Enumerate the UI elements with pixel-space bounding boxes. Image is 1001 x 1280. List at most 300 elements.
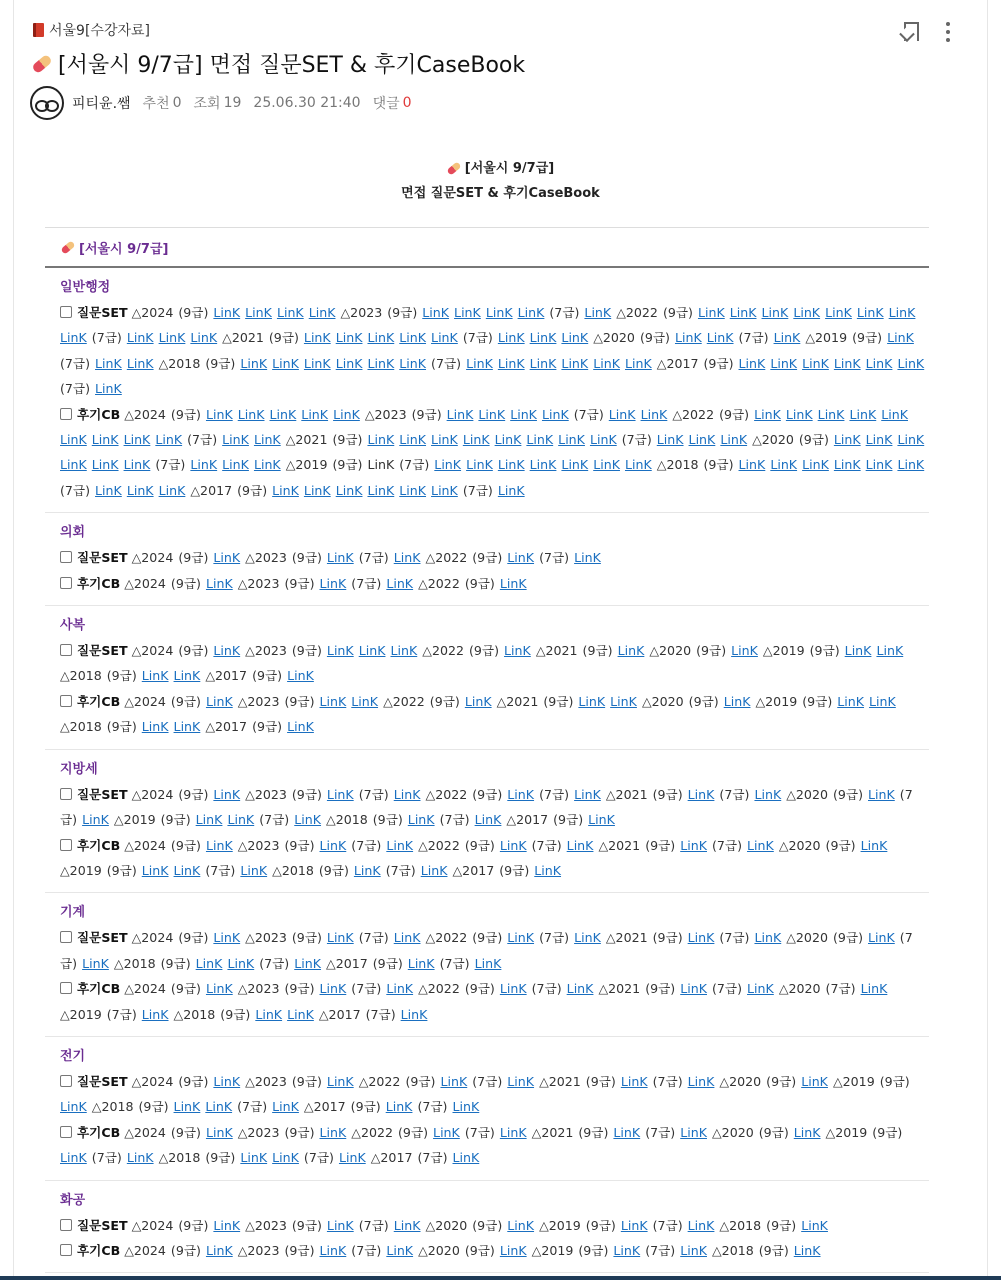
resource-link[interactable]: LinK (517, 305, 545, 320)
resource-link[interactable]: LinK (319, 693, 347, 709)
resource-link[interactable]: LinK (620, 1217, 648, 1233)
year-grade-text: (7급) (303, 1150, 334, 1166)
resource-link[interactable]: LinK (747, 981, 774, 997)
resource-link[interactable]: LinK (123, 457, 151, 473)
resource-link[interactable]: LinK (213, 1073, 241, 1089)
resource-link[interactable]: LinK (386, 575, 414, 591)
resource-link[interactable]: LinK (613, 1242, 641, 1258)
resource-link[interactable]: LinK (499, 981, 527, 997)
checkbox[interactable] (60, 695, 72, 707)
resource-link[interactable]: LinK (367, 330, 395, 346)
resource-link[interactable]: LinK (213, 1217, 241, 1233)
resource-link[interactable]: LinK (497, 457, 525, 473)
resource-link[interactable]: LinK (319, 1124, 347, 1140)
resource-link[interactable]: LinK (353, 862, 381, 878)
resource-link[interactable]: LinK (393, 550, 421, 566)
resource-link[interactable]: LinK (385, 1099, 413, 1115)
book-icon (33, 23, 44, 37)
resource-link[interactable]: LinK (656, 432, 684, 448)
resource-link[interactable]: LinK (60, 457, 87, 473)
resource-link[interactable]: LinK (497, 482, 525, 498)
resource-row (60, 1120, 929, 1171)
resource-link[interactable]: LinK (578, 693, 606, 709)
resource-link[interactable]: LinK (240, 1150, 268, 1166)
resource-link[interactable]: LinK (272, 1099, 299, 1115)
year-grade-text: (7급) (399, 457, 430, 473)
resource-link[interactable]: LinK (507, 930, 535, 946)
year-grade-text: (7급) (719, 786, 750, 802)
avatar[interactable] (30, 86, 64, 120)
year-grade-text: △2021 (9급) (605, 930, 683, 946)
resource-link[interactable]: LinK (91, 432, 119, 448)
resource-link[interactable]: LinK (434, 457, 462, 473)
checkbox[interactable] (60, 577, 72, 589)
resource-link[interactable]: LinK (688, 432, 716, 448)
resource-link[interactable]: LinK (888, 305, 916, 320)
resource-link[interactable]: LinK (190, 457, 218, 473)
resource-link[interactable]: LinK (173, 668, 201, 684)
resource-link[interactable]: LinK (308, 305, 336, 320)
resource-link[interactable]: LinK (440, 1073, 468, 1089)
resource-link[interactable]: LinK (865, 355, 893, 371)
resource-link[interactable]: LinK (876, 643, 904, 659)
resource-link[interactable]: LinK (534, 862, 562, 878)
resource-link[interactable]: LinK (608, 406, 636, 422)
category-name: 일반행정 (60, 280, 111, 295)
resource-link[interactable]: LinK (60, 432, 87, 448)
resource-link[interactable]: LinK (541, 406, 569, 422)
year-grade-text: △2021 (9급) (539, 1073, 616, 1089)
resource-link[interactable]: LinK (205, 575, 233, 591)
year-grade-text: △2017 (7급) (370, 1150, 448, 1166)
resource-link[interactable]: LinK (126, 482, 154, 498)
resource-link[interactable]: LinK (158, 482, 186, 498)
resource-link[interactable]: LinK (407, 955, 435, 971)
bookmark-icon[interactable] (904, 22, 919, 41)
resource-link[interactable]: LinK (785, 406, 813, 422)
checkbox[interactable] (60, 408, 72, 420)
resource-link[interactable]: LinK (205, 406, 233, 422)
resource-link[interactable]: LinK (504, 643, 531, 659)
resource-link[interactable]: LinK (195, 812, 223, 828)
year-grade-text: LinK (367, 457, 395, 473)
checkbox[interactable] (60, 839, 72, 851)
resource-link[interactable]: LinK (390, 643, 418, 659)
resource-link[interactable]: LinK (754, 786, 782, 802)
resource-link[interactable]: LinK (272, 1150, 299, 1166)
checkbox[interactable] (60, 306, 72, 318)
resource-link[interactable]: LinK (205, 693, 233, 709)
resource-link[interactable]: LinK (319, 981, 347, 997)
resource-link[interactable]: LinK (400, 1006, 428, 1022)
resource-link[interactable]: LinK (431, 432, 458, 448)
resource-link[interactable]: LinK (213, 930, 241, 946)
resource-link[interactable]: LinK (294, 812, 322, 828)
resource-link[interactable]: LinK (754, 930, 782, 946)
resource-link[interactable]: LinK (399, 482, 427, 498)
resource-link[interactable]: LinK (754, 406, 781, 422)
resource-link[interactable]: LinK (494, 432, 522, 448)
resource-link[interactable]: LinK (237, 406, 265, 422)
resource-link[interactable]: LinK (897, 457, 925, 473)
resource-link[interactable]: LinK (574, 930, 601, 946)
resource-link[interactable]: LinK (420, 862, 448, 878)
resource-link[interactable]: LinK (326, 550, 354, 566)
resource-link[interactable]: LinK (326, 786, 354, 802)
resource-link[interactable]: LinK (837, 693, 865, 709)
resource-link[interactable]: LinK (574, 786, 601, 802)
resource-link[interactable]: LinK (687, 930, 715, 946)
year-grade-text: △2023 (9급) (245, 1217, 322, 1233)
resource-link[interactable]: LinK (844, 643, 872, 659)
year-grade-text: △2023 (9급) (237, 981, 315, 997)
resource-link[interactable]: LinK (801, 1217, 828, 1233)
resource-link[interactable]: LinK (222, 457, 249, 473)
board-breadcrumb[interactable] (33, 20, 150, 40)
resource-link[interactable]: LinK (624, 355, 652, 371)
resource-link[interactable]: LinK (687, 1073, 715, 1089)
board-name[interactable]: 서울9[수강자료] (49, 23, 150, 39)
row-label: 후기CB (77, 575, 121, 591)
resource-link[interactable]: LinK (431, 482, 458, 498)
resource-link[interactable]: LinK (793, 1242, 821, 1258)
resource-link[interactable]: LinK (526, 432, 554, 448)
resource-link[interactable]: LinK (860, 837, 888, 853)
resource-link[interactable]: LinK (617, 643, 645, 659)
resource-link[interactable]: LinK (738, 457, 766, 473)
resource-link[interactable]: LinK (95, 482, 122, 498)
resource-link[interactable]: LinK (566, 837, 594, 853)
resource-link[interactable]: LinK (386, 1242, 414, 1258)
resource-link[interactable]: LinK (833, 457, 861, 473)
resource-link[interactable]: LinK (141, 668, 169, 684)
year-grade-text: △2023 (9급) (364, 406, 442, 422)
resource-link[interactable]: LinK (82, 812, 109, 828)
resource-link[interactable]: LinK (793, 1124, 821, 1140)
resource-link[interactable]: LinK (868, 930, 895, 946)
resource-link[interactable]: LinK (731, 643, 758, 659)
resource-link[interactable]: LinK (253, 457, 281, 473)
resource-link[interactable]: LinK (687, 1217, 715, 1233)
resource-link[interactable]: LinK (60, 1099, 87, 1115)
checkbox[interactable] (60, 1126, 72, 1138)
resource-link[interactable]: LinK (431, 330, 458, 346)
resource-link[interactable]: LinK (466, 457, 493, 473)
resource-link[interactable]: LinK (474, 955, 502, 971)
resource-link[interactable]: LinK (205, 981, 233, 997)
resource-link[interactable]: LinK (833, 355, 861, 371)
year-grade-text: △2020 (9급) (778, 837, 856, 853)
comments-label[interactable]: 댓글 (372, 96, 400, 112)
resource-link[interactable]: LinK (240, 355, 268, 371)
resource-link[interactable]: LinK (399, 355, 427, 371)
resource-link[interactable]: LinK (561, 457, 589, 473)
resource-link[interactable]: LinK (213, 305, 241, 320)
resource-link[interactable]: LinK (422, 305, 450, 320)
resource-link[interactable]: LinK (91, 457, 119, 473)
resource-link[interactable]: LinK (301, 406, 329, 422)
resource-link[interactable]: LinK (446, 406, 474, 422)
resource-link[interactable]: LinK (407, 812, 435, 828)
year-grade-text: (7급) (738, 330, 769, 346)
year-grade-text: △2022 (9급) (425, 786, 503, 802)
resource-link[interactable]: LinK (817, 406, 845, 422)
resource-link[interactable]: LinK (529, 330, 557, 346)
resource-link[interactable]: LinK (205, 1242, 233, 1258)
resource-link[interactable]: LinK (319, 1242, 347, 1258)
resource-link[interactable]: LinK (529, 457, 557, 473)
resource-link[interactable]: LinK (367, 432, 395, 448)
resource-link[interactable]: LinK (499, 575, 527, 591)
checkbox[interactable] (60, 1244, 72, 1256)
resource-link[interactable]: LinK (213, 550, 241, 566)
resource-link[interactable]: LinK (729, 305, 757, 320)
resource-link[interactable]: LinK (499, 1124, 527, 1140)
year-grade-text: (7급) (462, 482, 493, 498)
year-grade-text: (7급) (60, 381, 91, 397)
resource-link[interactable]: LinK (865, 432, 893, 448)
resource-link[interactable]: LinK (227, 812, 255, 828)
resource-link[interactable]: LinK (393, 930, 421, 946)
resource-link[interactable]: LinK (213, 786, 241, 802)
resource-link[interactable]: LinK (126, 1150, 154, 1166)
resource-link[interactable]: LinK (60, 330, 87, 346)
checkbox[interactable] (60, 1219, 72, 1231)
resource-link[interactable]: LinK (687, 786, 715, 802)
resource-link[interactable]: LinK (205, 1099, 233, 1115)
resource-link[interactable]: LinK (123, 432, 151, 448)
row-label: 후기CB (77, 406, 121, 422)
resource-link[interactable]: LinK (269, 406, 297, 422)
resource-link[interactable]: LinK (773, 330, 801, 346)
resource-link[interactable]: LinK (474, 812, 502, 828)
resource-link[interactable]: LinK (680, 837, 707, 853)
resource-link[interactable]: LinK (454, 305, 481, 320)
resource-link[interactable]: LinK (141, 719, 169, 735)
resource-link[interactable]: LinK (393, 786, 421, 802)
resource-link[interactable]: LinK (82, 955, 109, 971)
resource-row (60, 571, 929, 596)
resource-link[interactable]: LinK (335, 330, 363, 346)
resource-link[interactable]: LinK (561, 330, 589, 346)
resource-link[interactable]: LinK (802, 355, 829, 371)
year-grade-text: △2023 (9급) (237, 575, 315, 591)
resource-link[interactable]: LinK (287, 1006, 314, 1022)
resource-link[interactable]: LinK (173, 719, 201, 735)
resource-link[interactable]: LinK (303, 482, 331, 498)
resource-link[interactable]: LinK (227, 955, 255, 971)
resource-link[interactable]: LinK (195, 955, 223, 971)
year-grade-text: △2023 (9급) (340, 305, 418, 320)
resource-row (60, 402, 929, 504)
resource-link[interactable]: LinK (155, 432, 183, 448)
resource-link[interactable]: LinK (680, 981, 707, 997)
comments-count[interactable]: 0 (402, 95, 412, 111)
resource-link[interactable]: LinK (240, 862, 268, 878)
resource-link[interactable]: LinK (335, 355, 363, 371)
resource-link[interactable]: LinK (319, 837, 347, 853)
resource-link[interactable]: LinK (887, 330, 914, 346)
resource-link[interactable]: LinK (613, 1124, 641, 1140)
resource-link[interactable]: LinK (674, 330, 702, 346)
resource-link[interactable]: LinK (255, 1006, 283, 1022)
resource-link[interactable]: LinK (566, 981, 594, 997)
resource-link[interactable]: LinK (801, 1073, 828, 1089)
resource-link[interactable]: LinK (213, 643, 241, 659)
resource-link[interactable]: LinK (558, 432, 585, 448)
resource-link[interactable]: LinK (141, 862, 169, 878)
resource-link[interactable]: LinK (126, 330, 154, 346)
resource-link[interactable]: LinK (190, 330, 218, 346)
resource-link[interactable]: LinK (173, 862, 201, 878)
year-grade-text: (7급) (431, 355, 462, 371)
resource-link[interactable]: LinK (869, 693, 896, 709)
resource-link[interactable]: LinK (747, 837, 774, 853)
resource-link[interactable]: LinK (584, 305, 612, 320)
resource-link[interactable]: LinK (833, 432, 861, 448)
resource-link[interactable]: LinK (770, 355, 798, 371)
resource-link[interactable]: LinK (393, 1217, 421, 1233)
resource-link[interactable]: LinK (738, 355, 766, 371)
resource-link[interactable]: LinK (793, 305, 821, 320)
resource-link[interactable]: LinK (272, 355, 299, 371)
resource-link[interactable]: LinK (499, 837, 527, 853)
resource-link[interactable]: LinK (452, 1150, 480, 1166)
resource-link[interactable]: LinK (860, 981, 888, 997)
resource-link[interactable]: LinK (399, 330, 427, 346)
resource-link[interactable]: LinK (358, 643, 386, 659)
resource-link[interactable]: LinK (303, 355, 331, 371)
resource-link[interactable]: LinK (452, 1099, 480, 1115)
resource-link[interactable]: LinK (507, 1217, 535, 1233)
resource-link[interactable]: LinK (574, 550, 601, 566)
resource-link[interactable]: LinK (335, 482, 363, 498)
resource-link[interactable]: LinK (253, 432, 281, 448)
resource-link[interactable]: LinK (770, 457, 798, 473)
resource-link[interactable]: LinK (158, 330, 186, 346)
resource-link[interactable]: LinK (319, 575, 347, 591)
resource-link[interactable]: LinK (205, 837, 233, 853)
resource-link[interactable]: LinK (95, 381, 122, 397)
resource-link[interactable]: LinK (529, 355, 557, 371)
resource-link[interactable]: LinK (245, 305, 272, 320)
resource-link[interactable]: LinK (326, 1217, 354, 1233)
resource-link[interactable]: LinK (367, 482, 395, 498)
more-options-icon[interactable] (940, 20, 956, 44)
resource-link[interactable]: LinK (897, 432, 925, 448)
year-grade-text: △2017 (9급) (190, 482, 268, 498)
resource-link[interactable]: LinK (640, 406, 668, 422)
year-grade-text: (7급) (652, 1073, 683, 1089)
resource-link[interactable]: LinK (433, 1124, 460, 1140)
resource-link[interactable]: LinK (680, 1124, 707, 1140)
resource-link[interactable]: LinK (326, 1073, 354, 1089)
checkbox[interactable] (60, 551, 72, 563)
resource-link[interactable]: LinK (462, 432, 490, 448)
resource-link[interactable]: LinK (620, 1073, 648, 1089)
resource-link[interactable]: LinK (507, 1073, 535, 1089)
resource-link[interactable]: LinK (497, 330, 525, 346)
resource-link[interactable]: LinK (464, 693, 492, 709)
resource-link[interactable]: LinK (720, 432, 748, 448)
resource-link[interactable]: LinK (95, 355, 122, 371)
year-grade-text: △2020 (9급) (425, 1217, 503, 1233)
resource-link[interactable]: LinK (507, 786, 535, 802)
resource-link[interactable]: LinK (499, 1242, 527, 1258)
year-grade-text: △2019 (9급) (539, 1217, 616, 1233)
resource-link[interactable]: LinK (697, 305, 725, 320)
checkbox[interactable] (60, 1075, 72, 1087)
resource-link[interactable]: LinK (351, 693, 379, 709)
checkbox[interactable] (60, 644, 72, 656)
resource-link[interactable]: LinK (173, 1099, 201, 1115)
resource-link[interactable]: LinK (60, 1150, 87, 1166)
resource-link[interactable]: LinK (485, 305, 513, 320)
resource-link[interactable]: LinK (510, 406, 537, 422)
resource-link[interactable]: LinK (856, 305, 884, 320)
checkbox[interactable] (60, 982, 72, 994)
year-grade-text: △2023 (9급) (237, 693, 315, 709)
resource-link[interactable]: LinK (881, 406, 908, 422)
resource-link[interactable]: LinK (610, 693, 637, 709)
resource-link[interactable]: LinK (333, 406, 360, 422)
resource-link[interactable]: LinK (507, 550, 535, 566)
resource-link[interactable]: LinK (868, 786, 895, 802)
resource-link[interactable]: LinK (287, 719, 314, 735)
resource-link[interactable]: LinK (303, 330, 331, 346)
resource-link[interactable]: LinK (478, 406, 506, 422)
resource-link[interactable]: LinK (761, 305, 789, 320)
checkbox[interactable] (60, 931, 72, 943)
resource-link[interactable]: LinK (399, 432, 427, 448)
resource-link[interactable]: LinK (205, 1124, 233, 1140)
checkbox[interactable] (60, 788, 72, 800)
resource-link[interactable]: LinK (276, 305, 304, 320)
resource-link[interactable]: LinK (126, 355, 154, 371)
resource-link[interactable]: LinK (825, 305, 852, 320)
resource-link[interactable]: LinK (865, 457, 893, 473)
resource-link[interactable]: LinK (723, 693, 751, 709)
resource-link[interactable]: LinK (386, 981, 414, 997)
resource-link[interactable]: LinK (386, 837, 414, 853)
resource-link[interactable]: LinK (706, 330, 734, 346)
resource-link[interactable]: LinK (294, 955, 322, 971)
resource-link[interactable]: LinK (326, 930, 354, 946)
resource-link[interactable]: LinK (497, 355, 525, 371)
resource-link[interactable]: LinK (802, 457, 829, 473)
year-grade-text: (7급) (539, 786, 570, 802)
resource-link[interactable]: LinK (326, 643, 354, 659)
resource-link[interactable]: LinK (466, 355, 493, 371)
resource-link[interactable]: LinK (222, 432, 249, 448)
author-name[interactable]: 피티윤.쌤 (72, 96, 131, 112)
resource-link[interactable]: LinK (367, 355, 395, 371)
resource-link[interactable]: LinK (272, 482, 299, 498)
resource-link[interactable]: LinK (141, 1006, 169, 1022)
resource-link[interactable]: LinK (624, 457, 652, 473)
resource-link[interactable]: LinK (897, 355, 925, 371)
resource-link[interactable]: LinK (849, 406, 877, 422)
resource-link[interactable]: LinK (287, 668, 314, 684)
resource-link[interactable]: LinK (588, 812, 615, 828)
resource-link[interactable]: LinK (589, 432, 617, 448)
resource-link[interactable]: LinK (593, 355, 620, 371)
resource-link[interactable]: LinK (680, 1242, 707, 1258)
year-grade-text: (7급) (91, 1150, 122, 1166)
resource-link[interactable]: LinK (338, 1150, 366, 1166)
resource-link[interactable]: LinK (593, 457, 620, 473)
resource-link[interactable]: LinK (561, 355, 589, 371)
